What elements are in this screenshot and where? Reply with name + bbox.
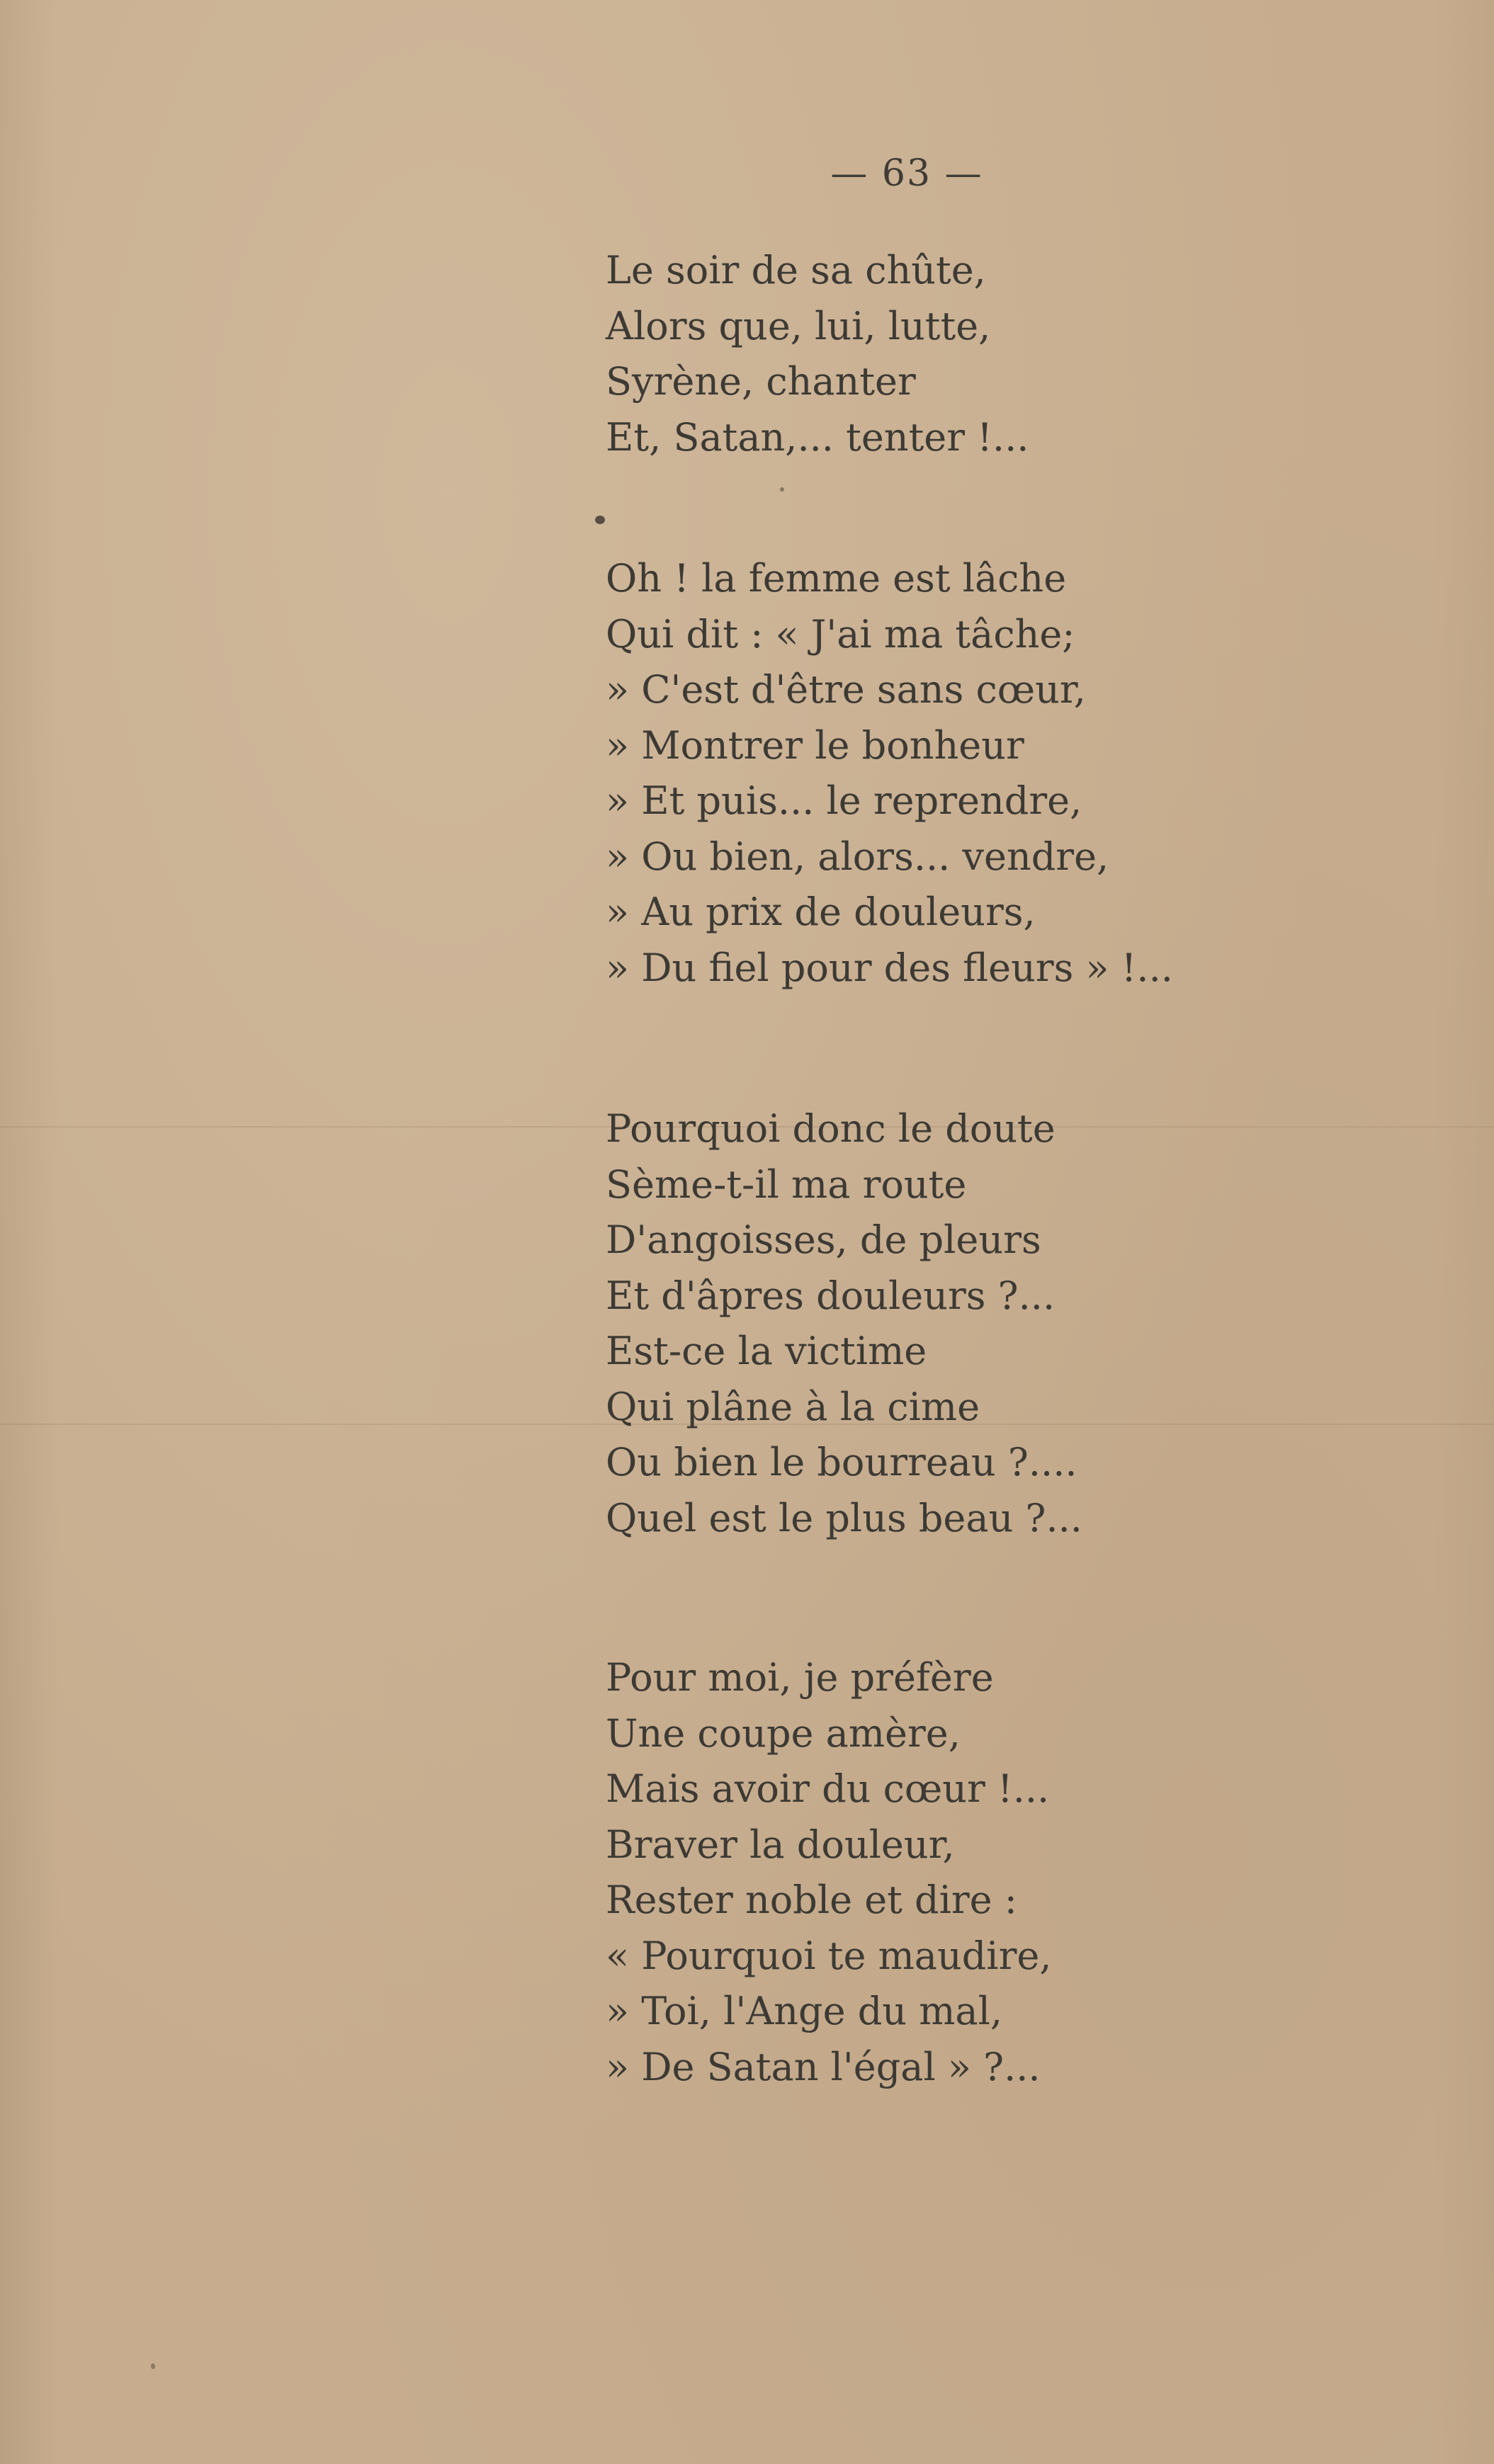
ink-speck: [595, 516, 605, 524]
verse-line: Une coupe amère,: [606, 1710, 961, 1756]
verse-line: Oh ! la femme est lâche: [606, 556, 1067, 601]
verse-line: Pour moi, je préfère: [606, 1655, 994, 1700]
verse-line: Alors que, lui, lutte,: [606, 303, 991, 348]
verse-line: » Montrer le bonheur: [606, 722, 1024, 768]
verse-line: Et, Satan,... tenter !...: [606, 414, 1029, 460]
ink-speck: [151, 2363, 155, 2369]
verse-line: Ou bien le bourreau ?....: [606, 1440, 1077, 1484]
ink-speck: [780, 487, 784, 492]
stanza-1: [606, 243, 1029, 465]
verse-line: Et d'âpres douleurs ?...: [606, 1273, 1056, 1318]
stanza-3: [606, 1101, 1082, 1546]
verse-line: » C'est d'être sans cœur,: [606, 667, 1086, 712]
verse-line: » Et puis... le reprendre,: [606, 778, 1082, 823]
verse-line: Quel est le plus beau ?...: [606, 1495, 1082, 1540]
verse-line: Qui dit : « J'ai ma tâche;: [606, 611, 1075, 657]
verse-line: » Toi, l'Ange du mal,: [606, 1989, 1003, 2033]
verse-line: Le soir de sa chûte,: [606, 248, 986, 293]
verse-line: Est-ce la victime: [606, 1329, 927, 1373]
verse-line: Rester noble et dire :: [606, 1878, 1018, 1922]
verse-line: Pourquoi donc le doute: [606, 1106, 1056, 1151]
verse-line: » Au prix de douleurs,: [606, 890, 1036, 934]
stanza-2: [606, 551, 1173, 996]
stanza-4: [606, 1650, 1052, 2095]
verse-line: Sème-t-il ma route: [606, 1162, 967, 1207]
verse-line: » De Satan l'égal » ?...: [606, 2044, 1041, 2089]
verse-line: Mais avoir du cœur !...: [606, 1766, 1050, 1811]
verse-line: » Du fiel pour des fleurs » !...: [606, 945, 1173, 990]
verse-line: » Ou bien, alors... vendre,: [606, 834, 1109, 879]
verse-line: « Pourquoi te maudire,: [606, 1933, 1052, 1978]
verse-line: Syrène, chanter: [606, 359, 916, 404]
verse-line: D'angoisses, de pleurs: [606, 1217, 1041, 1262]
page-number: — 63 —: [830, 152, 983, 195]
verse-line: Braver la douleur,: [606, 1822, 955, 1867]
verse-line: Qui plâne à la cime: [606, 1384, 980, 1429]
